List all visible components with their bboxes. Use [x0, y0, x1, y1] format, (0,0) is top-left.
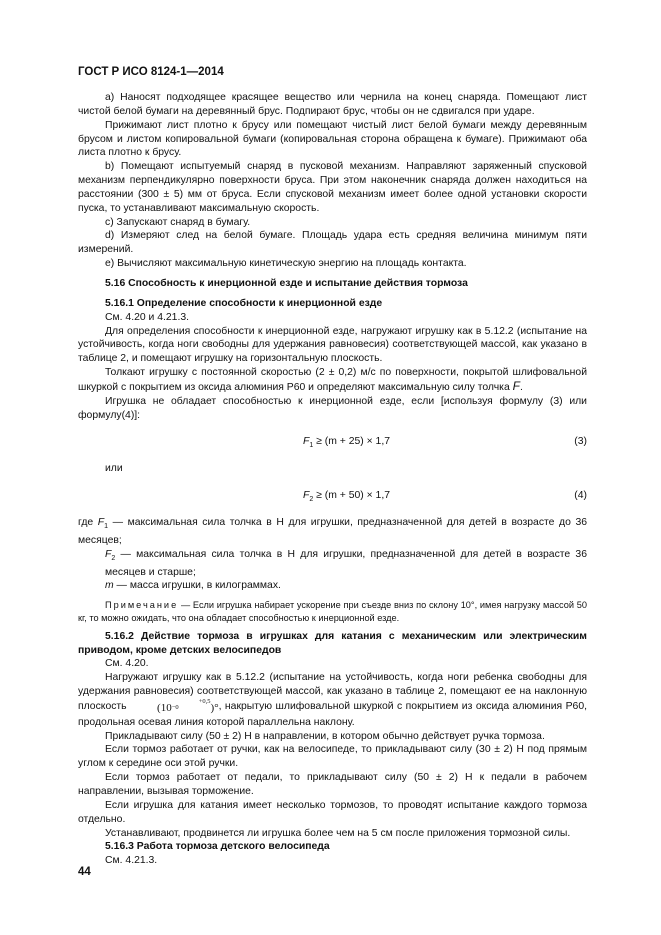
paragraph-a: а) Наносят подходящее красящее вещество или чернила на конец снаряда. Помещают лист чистой белой бумаги на деревянный брус. Подпирают брус, чтобы он не сдвигался при ударе.	[78, 92, 587, 117]
formula-number-3: (3)	[574, 436, 587, 448]
paragraph-brake-force: Прикладывают силу (50 ± 2) Н в направлении, в котором обычно действует ручка тормоза.	[105, 730, 545, 742]
paragraph-incline: Нагружают игрушку как в 5.12.2 (испытание на устойчивость, когда ноги ребенка свободны для удержания равновесия) соответствующей массой, как указано в таблице 2, помещают ее на наклонную плоскость (10+0,5 −0 )°, накрытую шлифовальной шкуркой с покрытием из оксида алюминия Р60, продольная осевая линия которой параллельна наклону.	[78, 672, 587, 728]
paragraph-multiple-brakes: Если игрушка для катания имеет несколько тормозов, то проводят испытание каждого тормоза отдельно.	[78, 799, 587, 825]
definition-f2: $F_2$ — максимальная сила толчка в Н для игрушки, предназначенной для детей в возрасте 36 месяцев и старше;	[105, 548, 587, 578]
paragraph-press-sheet: Прижимают лист плотно к брусу или помещают чистый лист белой бумаги между деревянным брусом и листом копировальной бумаги (копировальная сторона обращена к бумаге). Прижимают оба листа плотно к брусу.	[78, 119, 587, 159]
paragraph-displacement: Устанавливают, продвинется ли игрушка более чем на 5 см после приложения тормозной силы.	[105, 827, 571, 839]
reference-5-16-1: См. 4.20 и 4.21.3.	[105, 311, 189, 323]
formula-3: $F_1 \ge (m + 25) \times 1,7$ (3)	[303, 436, 587, 450]
paragraph-pedal-brake: Если тормоз работает от педали, то прикладывают силу (50 ± 2) Н к педали в рабочем направлении, вызывая торможение.	[78, 772, 587, 797]
paragraph-criterion: Игрушка не обладает способностью к инерционной езде, если [используя формулу (3) или формулу(4)]:	[78, 395, 587, 421]
paragraph-b: b) Помещают испытуемый снаряд в пусковой механизм. Направляют заряженный спусковой механизм перпендикулярно поверхности бруса. При этом наконечник снаряда должен находиться на расстоянии (300 ± 5) мм от бруса. Если спусковой механизм имеет более одной установки скорости пуска, то устанавливают максимальную скорость.	[78, 161, 587, 214]
subsection-heading-5-16-1: 5.16.1 Определение способности к инерционной езде	[105, 297, 383, 309]
paragraph-d: d) Измеряют след на белой бумаге. Площадь удара есть средняя величина минимум пяти измерений.	[78, 230, 587, 256]
running-header: ГОСТ Р ИСО 8124-1—2014	[78, 66, 224, 78]
reference-5-16-3: См. 4.21.3.	[105, 855, 158, 867]
force-variable: F	[512, 378, 520, 393]
formula-number-4: (4)	[574, 490, 587, 502]
definition-m: m — масса игрушки, в килограммах.	[105, 580, 281, 592]
page-body	[78, 91, 587, 868]
subsection-heading-5-16-2: 5.16.2 Действие тормоза в игрушках для катания с механическим или электрическим приводом, кроме детских велосипедов	[78, 630, 587, 656]
formula-4: $F_2 \ge (m + 50) \times 1,7$ (4)	[303, 490, 587, 504]
subsection-heading-5-16-3: 5.16.3 Работа тормоза детского велосипеда	[105, 841, 330, 853]
section-heading-5-16: 5.16 Способность к инерционной езде и испытание действия тормоза	[105, 277, 468, 289]
paragraph-push-force: Толкают игрушку с постоянной скоростью (2 ± 0,2) м/с по поверхности, покрытой шлифовальной шкуркой с покрытием из оксида алюминия Р60 и определяют максимальную силу толчка F.	[78, 367, 587, 393]
page-number: 44	[78, 866, 91, 878]
angle-tolerance: (10+0,5 −0 )°	[157, 697, 219, 714]
reference-5-16-2: См. 4.20.	[105, 658, 149, 670]
or-word: или	[105, 463, 123, 475]
note: Примечание — Если игрушка набирает ускорение при съезде вниз по склону 10°, имея нагрузку массой 50 кг, то можно ожидать, что она обладает способностью к инерционной езде.	[78, 600, 587, 623]
paragraph-e: e) Вычисляют максимальную кинетическую энергию на площадь контакта.	[105, 258, 467, 270]
paragraph-hand-brake: Если тормоз работает от ручки, как на велосипеде, то прикладывают силу (30 ± 2) Н под прямым углом к середине оси этой ручки.	[78, 744, 587, 770]
paragraph-c: c) Запускают снаряд в бумагу.	[105, 216, 251, 228]
definition-f1: где $F_1$ — максимальная сила толчка в Н для игрушки, предназначенной для детей в возрасте до 36 месяцев;	[78, 516, 588, 546]
paragraph-freewheel-load: Для определения способности к инерционной езде, нагружают игрушку как в 5.12.2 (испытание на устойчивость, когда ноги свободны для удержания равновесия) соответствующей массой, как указано в таблице 2, и помещают игрушку на горизонтальную плоскость.	[78, 325, 587, 365]
